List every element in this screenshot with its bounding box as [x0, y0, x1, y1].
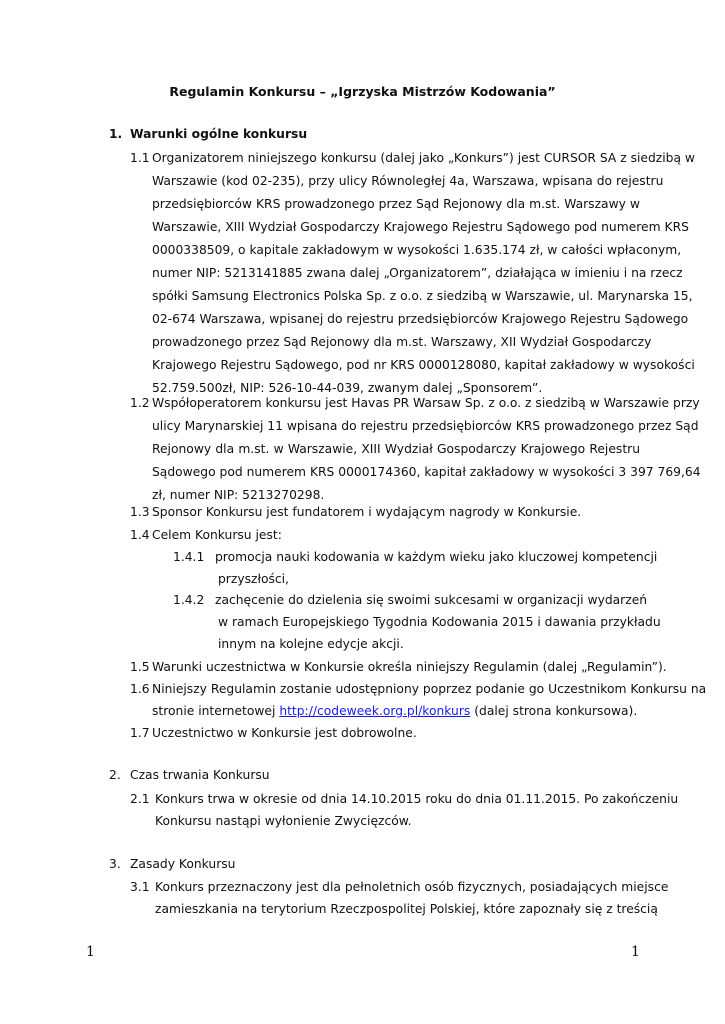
item-text-line: Konkurs przeznaczony jest dla pełnoletnich osób fizycznych, posiadających miejsce	[155, 880, 669, 894]
item-number: 1.5	[130, 660, 150, 674]
item-number: 1.3	[130, 505, 150, 519]
item-text-line: 0000338509, o kapitale zakładowym w wysokości 1.635.174 zł, w całości wpłaconym,	[152, 243, 682, 257]
item-number: 1.7	[130, 726, 150, 740]
item-text-line: Współoperatorem konkursu jest Havas PR Warsaw Sp. z o.o. z siedzibą w Warszawie przy	[152, 396, 700, 410]
item-number: 1.4	[130, 528, 150, 542]
section-title: Zasady Konkursu	[130, 857, 236, 871]
link-suffix-text: (dalej strona konkursowa).	[470, 704, 638, 718]
item-number: 1.6	[130, 682, 150, 696]
contest-page-link[interactable]: http://codeweek.org.pl/konkurs	[279, 704, 471, 718]
section-title: Czas trwania Konkursu	[130, 768, 270, 782]
item-text-line: Sądowego pod numerem KRS 0000174360, kapitał zakładowy w wysokości 3 397 769,64	[152, 465, 701, 479]
section-number: 3.	[109, 857, 121, 871]
item-text-line: Warszawie, XIII Wydział Gospodarczy Krajowego Rejestru Sądowego pod numerem KRS	[152, 220, 689, 234]
item-text-line: Konkurs trwa w okresie od dnia 14.10.2015 roku do dnia 01.11.2015. Po zakończeniu	[155, 792, 679, 806]
item-number: 1.2	[130, 396, 150, 410]
item-text-line: spółki Samsung Electronics Polska Sp. z o.o. z siedzibą w Warszawie, ul. Marynarska 15,	[152, 289, 693, 303]
item-text-line: Warunki uczestnictwa w Konkursie określa niniejszy Regulamin (dalej „Regulamin”).	[152, 660, 667, 674]
item-text-line: promocja nauki kodowania w każdym wieku jako kluczowej kompetencji	[215, 550, 658, 564]
document-title: Regulamin Konkursu – „Igrzyska Mistrzów Kodowania”	[169, 84, 556, 99]
item-text-line: Rejonowy dla m.st. w Warszawie, XIII Wydział Gospodarczy Krajowego Rejestru	[152, 442, 640, 456]
item-text-line: Warszawie (kod 02-235), przy ulicy Równoległej 4a, Warszawa, wpisana do rejestru	[152, 174, 664, 188]
link-prefix-text: stronie internetowej	[152, 704, 280, 718]
item-text-line: Celem Konkursu jest:	[152, 528, 282, 542]
item-text-line: zamieszkania na terytorium Rzeczpospolitej Polskiej, które zapoznały się z treścią	[155, 902, 658, 916]
item-text-line: przyszłości,	[218, 572, 289, 586]
item-text-line: ulicy Marynarskiej 11 wpisana do rejestru przedsiębiorców KRS prowadzonego przez Sąd	[152, 419, 699, 433]
page-number-right: 1	[631, 944, 640, 960]
item-text-line: prowadzonego przez Sąd Rejonowy dla m.st. Warszawy, XII Wydział Gospodarczy	[152, 335, 652, 349]
item-text-line: numer NIP: 5213141885 zwana dalej „Organizatorem”, działająca w imieniu i na rzecz	[152, 266, 683, 280]
section-title: Warunki ogólne konkursu	[130, 127, 308, 141]
item-text-line: Sponsor Konkursu jest fundatorem i wydającym nagrody w Konkursie.	[152, 505, 582, 519]
item-text-line: przedsiębiorców KRS prowadzonego przez Sąd Rejonowy dla m.st. Warszawy w	[152, 197, 640, 211]
item-text-line: Organizatorem niniejszego konkursu (dalej jako „Konkurs”) jest CURSOR SA z siedzibą w	[152, 151, 695, 165]
item-text-line: Uczestnictwo w Konkursie jest dobrowolne.	[152, 726, 417, 740]
item-text-line	[152, 703, 637, 719]
item-number: 3.1	[130, 880, 150, 894]
item-text-line: Konkursu nastąpi wyłonienie Zwycięzców.	[155, 814, 412, 828]
section-number: 2.	[109, 768, 121, 782]
page-number-left: 1	[86, 944, 95, 960]
item-text-line: 02-674 Warszawa, wpisanej do rejestru przedsiębiorców Krajowego Rejestru Sądowego	[152, 312, 689, 326]
item-text-line: zł, numer NIP: 5213270298.	[152, 488, 325, 502]
item-text-line: Niniejszy Regulamin zostanie udostępniony poprzez podanie go Uczestnikom Konkursu na	[152, 682, 707, 696]
item-number: 2.1	[130, 792, 150, 806]
item-text-line: innym na kolejne edycje akcji.	[218, 637, 404, 651]
item-text-line: 52.759.500zł, NIP: 526-10-44-039, zwanym dalej „Sponsorem”.	[152, 381, 543, 395]
item-number: 1.4.1	[173, 550, 205, 564]
item-text-line: Krajowego Rejestru Sądowego, pod nr KRS 0000128080, kapitał zakładowy w wysokości	[152, 358, 695, 372]
item-number: 1.4.2	[173, 593, 205, 607]
item-text-line: zachęcenie do dzielenia się swoimi sukcesami w organizacji wydarzeń	[215, 593, 648, 607]
item-number: 1.1	[130, 151, 150, 165]
section-number: 1.	[109, 127, 123, 141]
item-text-line: w ramach Europejskiego Tygodnia Kodowania 2015 i dawania przykładu	[218, 615, 661, 629]
